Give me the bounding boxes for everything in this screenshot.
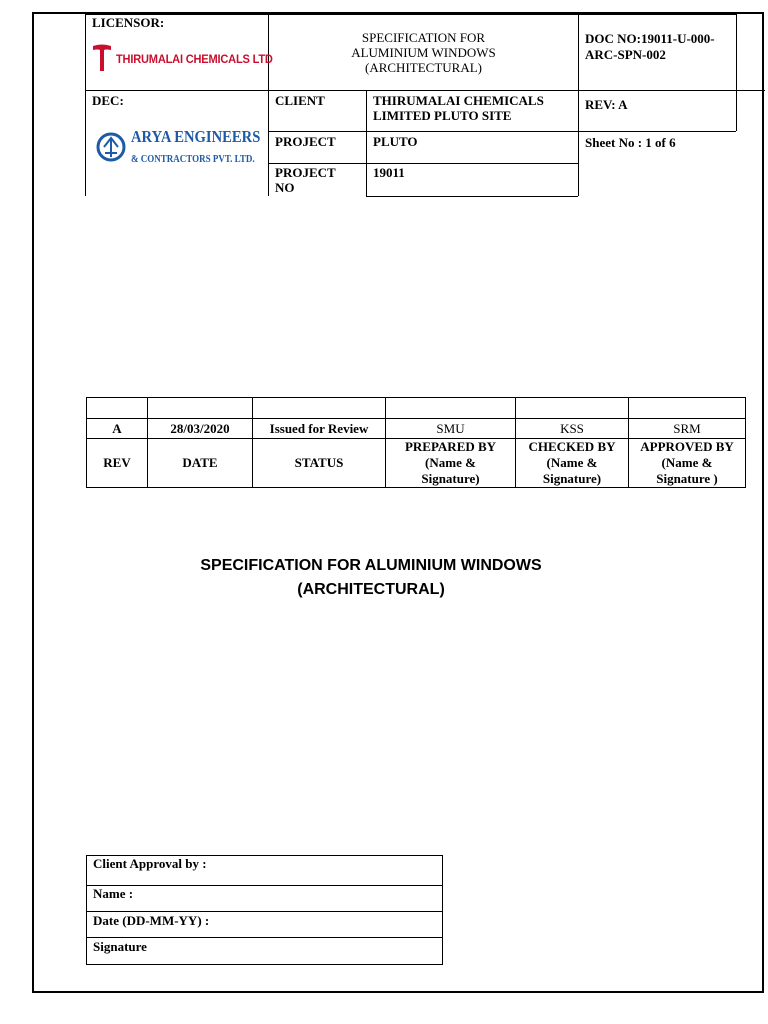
- arya-logo-icon: [96, 131, 126, 163]
- rev-cell: A: [112, 421, 122, 436]
- thirumalai-logo-icon: [92, 44, 112, 72]
- status-header: STATUS: [294, 455, 344, 470]
- doc-no-line-1: DOC NO:19011-U-000-: [585, 31, 715, 46]
- approved-header-line-3: Signature ): [656, 471, 718, 486]
- doc-title-line-2: ALUMINIUM WINDOWS: [351, 45, 496, 60]
- approval-date-label: Date (DD-MM-YY) :: [93, 913, 210, 928]
- main-title-line-2: (ARCHITECTURAL): [297, 581, 445, 598]
- client-value-line-2: LIMITED PLUTO SITE: [373, 108, 512, 123]
- date-cell: 28/03/2020: [170, 421, 230, 436]
- client-approval-label: Client Approval by :: [93, 856, 207, 871]
- dec-company-line-1: ARYA ENGINEERS: [131, 127, 261, 146]
- checked-header-line-1: CHECKED BY: [528, 439, 616, 454]
- licensor-label: LICENSOR:: [92, 15, 165, 30]
- checked-header-line-2: (Name &: [546, 455, 598, 470]
- approved-header-line-1: APPROVED BY: [640, 439, 734, 454]
- prepared-header-line-3: Signature): [421, 471, 480, 486]
- project-no-value: 19011: [373, 165, 405, 180]
- checked-header-line-3: Signature): [542, 471, 602, 486]
- prepared-cell: SMU: [436, 421, 465, 436]
- approved-header-line-2: (Name &: [661, 455, 713, 470]
- dec-company-line-2: & CONTRACTORS PVT. LTD.: [131, 154, 255, 165]
- project-no-label-line-2: NO: [275, 180, 295, 195]
- approval-name-label: Name :: [93, 886, 134, 901]
- project-label: PROJECT: [275, 134, 336, 149]
- rev-header: REV: [103, 455, 131, 470]
- rev-label: REV: A: [585, 97, 628, 112]
- approval-signature-label: Signature: [93, 939, 147, 954]
- date-header: DATE: [182, 455, 218, 470]
- doc-title-line-3: (ARCHITECTURAL): [365, 60, 482, 75]
- sheet-number: Sheet No : 1 of 6: [585, 135, 676, 150]
- dec-label: DEC:: [92, 93, 124, 108]
- client-value-line-1: THIRUMALAI CHEMICALS: [373, 93, 544, 108]
- doc-no-line-2: ARC-SPN-002: [585, 47, 666, 62]
- project-no-label-line-1: PROJECT: [275, 165, 336, 180]
- approved-cell: SRM: [673, 421, 701, 436]
- main-title-line-1: SPECIFICATION FOR ALUMINIUM WINDOWS: [200, 557, 542, 574]
- status-cell: Issued for Review: [269, 421, 369, 436]
- checked-cell: KSS: [560, 421, 584, 436]
- project-value: PLUTO: [373, 134, 418, 149]
- prepared-header-line-2: (Name &: [425, 455, 476, 470]
- doc-title-line-1: SPECIFICATION FOR: [361, 30, 486, 45]
- client-label: CLIENT: [275, 93, 325, 108]
- licensor-company: THIRUMALAI CHEMICALS LTD: [116, 52, 273, 66]
- prepared-header-line-1: PREPARED BY: [404, 439, 497, 454]
